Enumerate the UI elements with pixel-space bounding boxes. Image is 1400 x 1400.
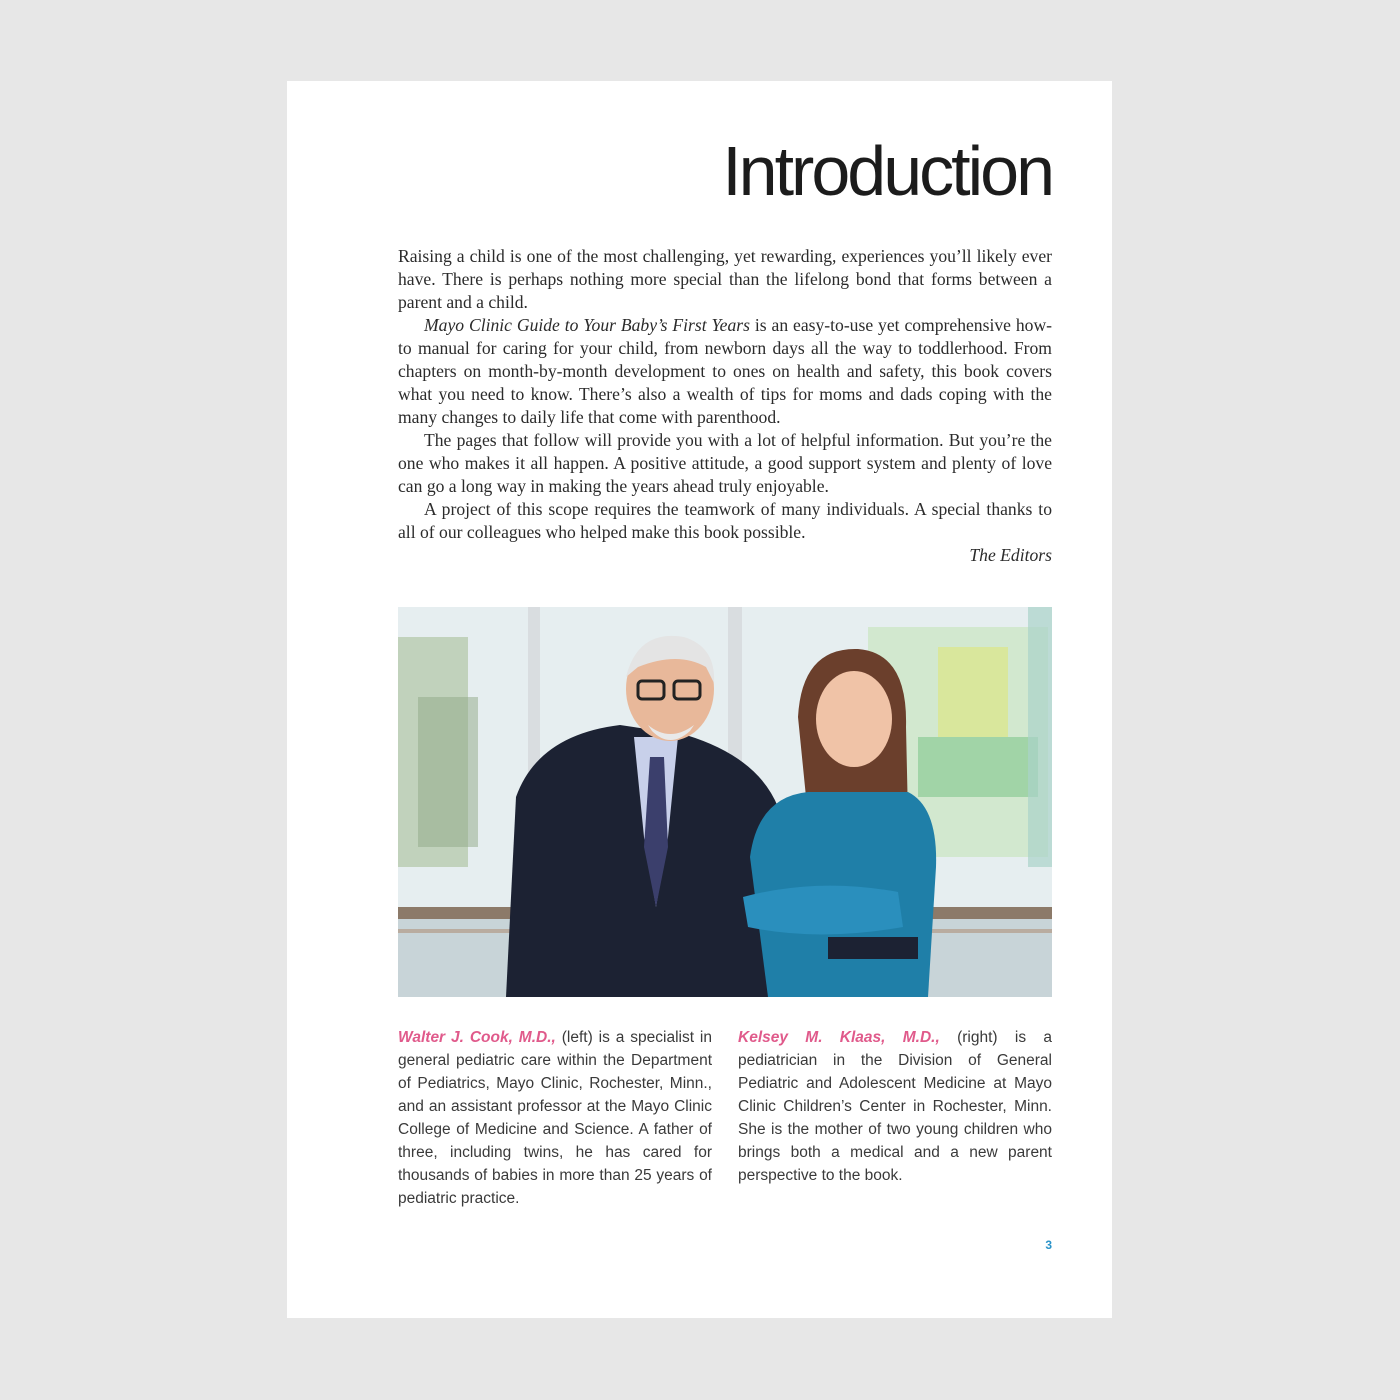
book-page (287, 81, 1112, 1318)
bio-right-text: (right) is a pediatrician in the Division of General Pediatric and Adolescent Medicine at Mayo Clinic Children’s Center in Rochester, Minn. She is the mother of two young children who brings both a medical and a new parent perspective to the book. (738, 1029, 1052, 1184)
intro-paragraph-3: The pages that follow will provide you with a lot of helpful information. But you’re the one who makes it all happen. A positive attitude, a good support system and plenty of love can go a long way in making the years ahead truly enjoyable. (398, 430, 1052, 496)
bio-left (398, 1026, 712, 1210)
author-bios (398, 1026, 1052, 1210)
intro-paragraph-1: Raising a child is one of the most challenging, yet rewarding, experiences you’ll likely ever have. There is perhaps nothing more special than the lifelong bond that forms between a parent and a child. (398, 246, 1052, 312)
bio-right-name: Kelsey M. Klaas, M.D., (738, 1029, 940, 1046)
bio-right (738, 1026, 1052, 1210)
book-title: Mayo Clinic Guide to Your Baby’s First Years (424, 315, 750, 335)
bio-left-name: Walter J. Cook, M.D., (398, 1029, 556, 1046)
page-title: Introduction (722, 132, 1052, 210)
page-number: 3 (1045, 1238, 1052, 1252)
intro-paragraph-4: A project of this scope requires the teamwork of many individuals. A special thanks to all of our colleagues who helped make this book possible. (398, 499, 1052, 542)
introduction-text (398, 245, 1052, 567)
bio-left-text: (left) is a specialist in general pediatric care within the Department of Pediatrics, Mayo Clinic, Rochester, Minn., and an assistant professor at the Mayo Clinic College of Medicine and Science. A father of three, including twins, he has cared for thousands of babies in more than 25 years of pediatric practice. (398, 1029, 712, 1207)
signature: The Editors (969, 545, 1052, 565)
intro-paragraph-2 (398, 314, 1052, 429)
authors-photo (398, 607, 1052, 997)
intro-paragraph-2-text: is an easy-to-use yet comprehensive how-to manual for caring for your child, from newborn days all the way to toddlerhood. From chapters on month-by-month development to ones on health and safety, this book covers what you need to know. There’s also a wealth of tips for moms and dads coping with the many changes to daily life that come with parenthood. (398, 315, 1053, 427)
